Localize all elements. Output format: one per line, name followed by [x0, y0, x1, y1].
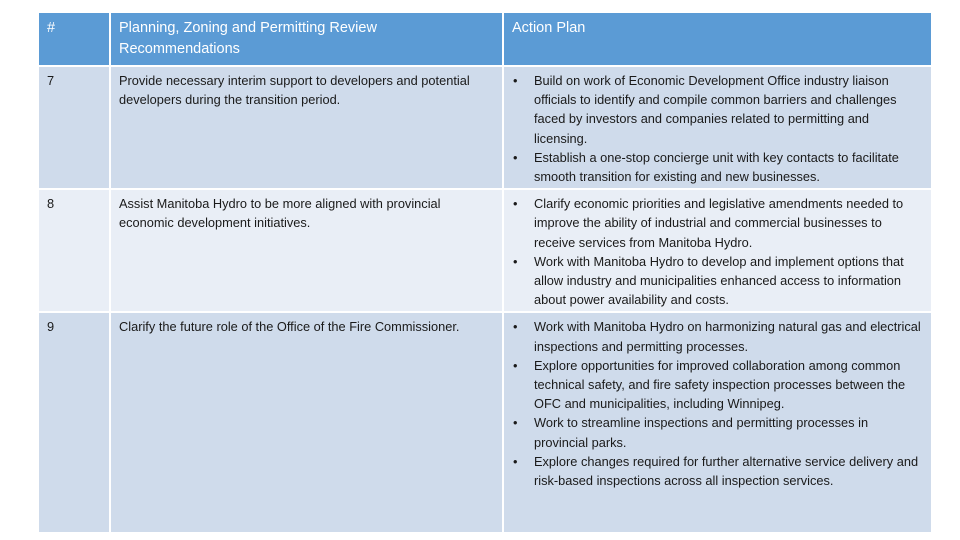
action-item: • Establish a one-stop concierge unit with key contacts to facilitate smooth transition for existing and new businesses. — [512, 148, 923, 186]
row-number: 8 — [39, 190, 111, 313]
row-action-plan — [504, 190, 931, 313]
header-action-plan: Action Plan — [504, 13, 931, 67]
table-row — [39, 67, 931, 190]
action-item: • Work to streamline inspections and permitting processes in provincial parks. — [512, 413, 923, 451]
row-recommendation: Clarify the future role of the Office of the Fire Commissioner. — [111, 313, 504, 534]
table-header-row — [39, 13, 931, 67]
row-action-plan — [504, 313, 931, 534]
action-list — [512, 317, 923, 490]
row-action-plan — [504, 67, 931, 190]
header-number: # — [39, 13, 111, 67]
row-number: 9 — [39, 313, 111, 534]
action-item: • Explore opportunities for improved collaboration among common technical safety, and fire safety inspection processes between the OFC and municipalities, including Winnipeg. — [512, 356, 923, 414]
row-recommendation: Assist Manitoba Hydro to be more aligned with provincial economic development initiatives. — [111, 190, 504, 313]
recommendations-table — [39, 13, 931, 534]
table-row — [39, 313, 931, 534]
action-item: • Build on work of Economic Development Office industry liaison officials to identify and compile common barriers and challenges faced by investors and companies related to permitting and licensing. — [512, 71, 923, 148]
table-row — [39, 190, 931, 313]
action-item: • Clarify economic priorities and legislative amendments needed to improve the ability of industrial and commercial businesses to receive services from Manitoba Hydro. — [512, 194, 923, 252]
action-item: • Work with Manitoba Hydro on harmonizing natural gas and electrical inspections and permitting processes. — [512, 317, 923, 355]
row-number: 7 — [39, 67, 111, 190]
action-list — [512, 194, 923, 309]
action-item: • Work with Manitoba Hydro to develop and implement options that allow industry and municipalities enhanced access to information about power availability and costs. — [512, 252, 923, 310]
action-list — [512, 71, 923, 186]
row-recommendation: Provide necessary interim support to developers and potential developers during the transition period. — [111, 67, 504, 190]
action-item: • Explore changes required for further alternative service delivery and risk-based inspections across all inspection services. — [512, 452, 923, 490]
recommendations-table-container — [39, 13, 931, 534]
header-recommendation: Planning, Zoning and Permitting Review Recommendations — [111, 13, 504, 67]
